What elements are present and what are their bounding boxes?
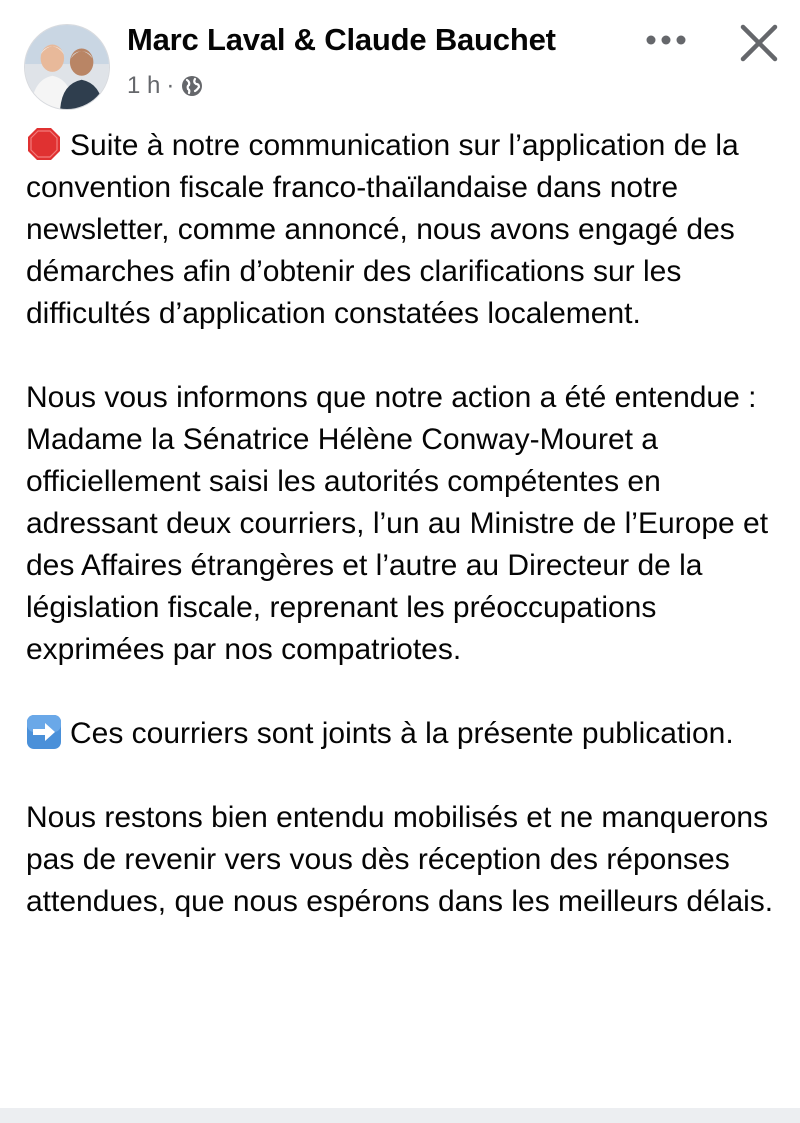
post-paragraph [26, 125, 786, 335]
paragraph-text: Nous vous informons que notre action a été entendue : Madame la Sénatrice Hélène Conway-Mouret a officiellement saisi les autorités compétentes en adressant deux courriers, l’un au Ministre de l’Europe et des Affaires étrangères et l’autre au Directeur de la législation fiscale, reprenant les préoccupations exprimées par nos compatriotes. [26, 381, 769, 666]
right-arrow-icon [26, 714, 62, 750]
post-divider [0, 1108, 800, 1123]
post-time[interactable]: 1 h [127, 72, 161, 99]
profile-photo [25, 25, 109, 109]
close-button[interactable] [734, 18, 784, 68]
paragraph-text: Ces courriers sont joints à la présente publication. [70, 717, 734, 750]
post-paragraph [26, 377, 786, 671]
post-paragraph [26, 797, 786, 923]
avatar[interactable] [24, 24, 110, 110]
stop-sign-icon [26, 126, 62, 162]
post-text [26, 125, 786, 923]
post-paragraph [26, 713, 786, 755]
meta-separator: · [166, 72, 175, 99]
paragraph-text: Nous restons bien entendu mobilisés et ne manquerons pas de revenir vers vous dès réception des réponses attendues, que nous espérons dans les meilleurs délais. [26, 801, 774, 918]
author-name[interactable]: Marc Laval & Claude Bauchet [127, 22, 556, 57]
paragraph-text: Suite à notre communication sur l’application de la convention fiscale franco-thaïlandaise dans notre newsletter, comme annoncé, nous avons engagé des démarches afin d’obtenir des clarifications sur les difficultés d’application constatées localement. [26, 129, 739, 330]
close-icon [734, 18, 784, 68]
more-horizontal-icon [636, 22, 696, 58]
more-options-button[interactable] [636, 22, 696, 58]
globe-icon [180, 74, 204, 98]
post-meta [127, 70, 204, 102]
